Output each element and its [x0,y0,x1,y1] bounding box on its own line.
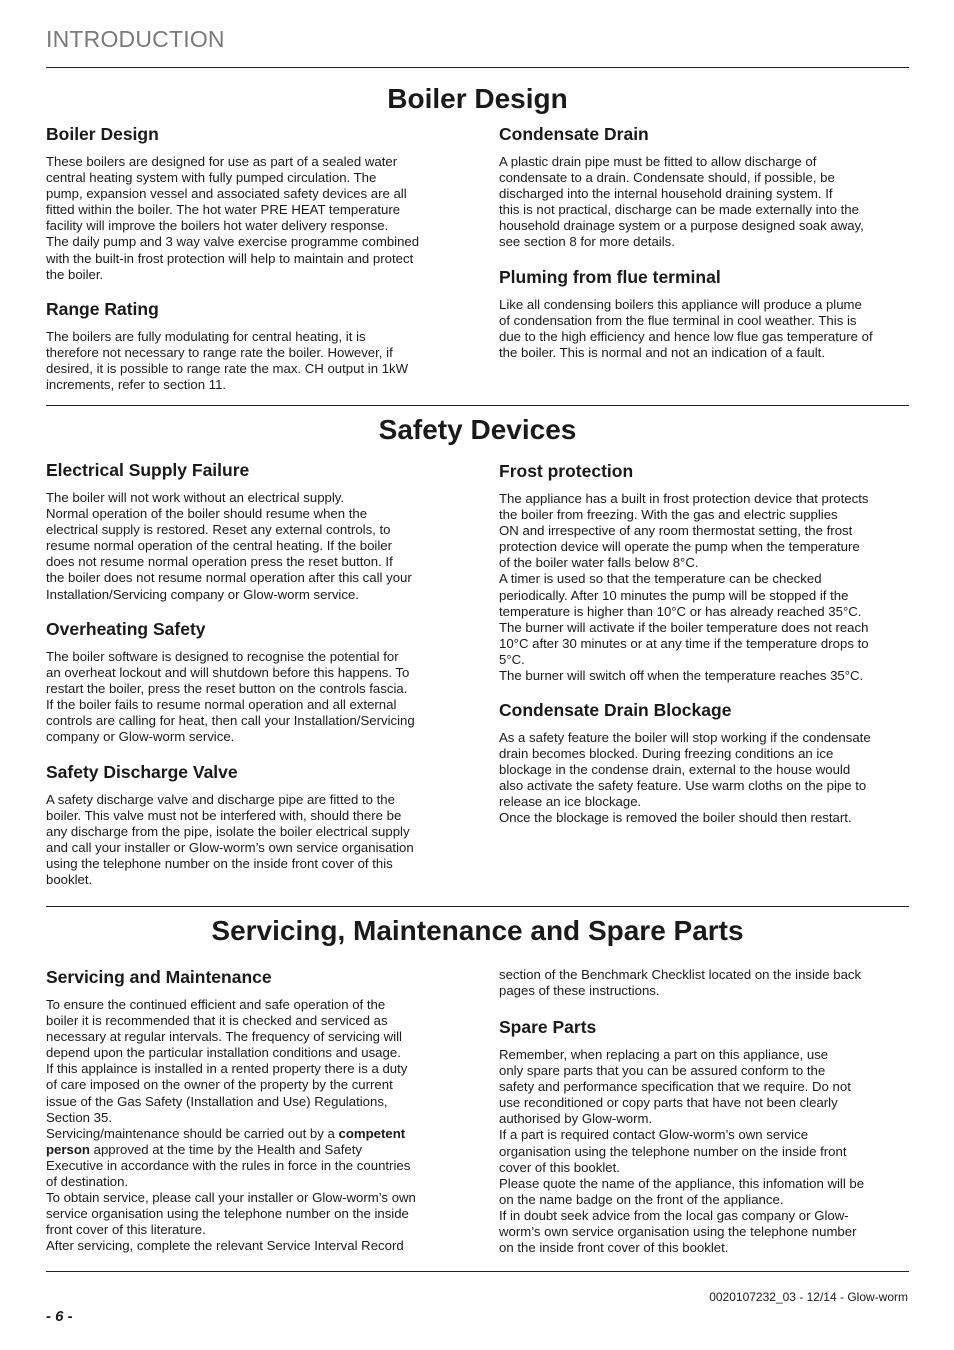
subsection-heading: Electrical Supply Failure [46,460,250,480]
section-title-boiler-design: Boiler Design [387,83,568,114]
subsection-heading: Condensate Drain [499,124,649,144]
subsection-servicing-continued [499,967,911,999]
section-rule [46,906,909,907]
subsection-body: The boilers are fully modulating for central heating, it is therefore not necessary to range rate the boiler. However, if desired, it is possible to range rate the max. CH output in 1kW increments, refer to section 11. [46,329,409,393]
subsection-body: As a safety feature the boiler will stop working if the condensate drain becomes blocked. During freezing conditions an ice blockage in the condense drain, external to the house would also activate the safety feature. Use warm cloths on the pipe to release an ice blockage. Once the blockage is removed the boiler should then restart. [499,730,871,826]
subsection-heading: Condensate Drain Blockage [499,700,732,720]
body-text: To ensure the continued efficient and safe operation of the boiler it is recommended that it is checked and serviced as necessary at regular intervals. The frequency of servicing will depend upon the particular installation conditions and usage. If this applaince is installed in a rented property there is a duty of care imposed on the owner of the property by the current issue of the Gas Safety (Installation and Use) Regulations, Section 35. Servicing/maintenance should be carried out by a [46,997,408,1141]
subsection-condensate-drain-blockage [499,700,911,827]
subsection-body: section of the Benchmark Checklist located on the inside back pages of these instructions. [499,967,862,999]
subsection-body: A safety discharge valve and discharge pipe are fitted to the boiler. This valve must not be interfered with, should there be any discharge from the pipe, isolate the boiler electrical supply and call your installer or Glow-worm’s own service organisation using the telephone number on the inside front cover of this booklet. [46,792,414,888]
section-title-safety-devices: Safety Devices [378,414,577,445]
subsection-heading: Range Rating [46,299,159,319]
subsection-body: Remember, when replacing a part on this appliance, use only spare parts that you can be assured conform to the safety and performance specification that we require. Do not use reconditioned or copy parts that have not been clearly authorised by Glow-worm. If a part is required contact Glow-worm’s own service organisation using the telephone number on the inside front cover of this booklet. Please quote the name of the appliance, this infomation will be on the name badge on the front of the appliance. If in doubt seek advice from the local gas company or Glow- worm’s own service organisation using the telephone number on the inside front cover of this booklet. [499,1047,865,1256]
subsection-electrical-supply-failure [46,460,458,603]
section-rule [46,405,909,406]
subsection-body: A plastic drain pipe must be fitted to allow discharge of condensate to a drain. Condensate should, if possible, be discharged into the internal household draining system. If this is not practical, discharge can be made externally into the household drainage system or a purpose designed soak away, see section 8 for more details. [499,154,864,250]
document-reference: 0020107232_03 - 12/14 - Glow-worm [709,1290,908,1304]
subsection-condensate-drain [499,124,911,251]
subsection-spare-parts [499,1017,911,1256]
subsection-heading: Overheating Safety [46,619,206,639]
subsection-heading: Frost protection [499,461,634,481]
subsection-heading: Spare Parts [499,1017,597,1037]
subsection-body: The boiler software is designed to recognise the potential for an overheat lockout and will shutdown before this happens. To restart the boiler, press the reset button on the controls fascia. If the boiler fails to resume normal operation and all external controls are calling for heat, then call your Installation/Servicing company or Glow-worm service. [46,649,415,745]
subsection-body: The appliance has a built in frost protection device that protects the boiler from freezing. With the gas and electric supplies ON and irrespective of any room thermostat setting, the frost protection device will operate the pump when the temperature of the boiler water falls below 8°C. A timer is used so that the temperature can be checked periodically. After 10 minutes the pump will be stopped if the temperature is higher than 10°C or has already reached 35°C. The burner will activate if the boiler temperature does not reach 10°C after 30 minutes or at any time if the temperature drops to 5°C. The burner will switch off when the temperature reaches 35°C. [499,491,869,684]
subsection-boiler-design [46,124,458,283]
subsection-body: These boilers are designed for use as part of a sealed water central heating system with fully pumped circulation. The pump, expansion vessel and associated safety devices are all fitted within the boiler. The hot water PRE HEAT temperature facility will improve the boilers hot water delivery response. The daily pump and 3 way valve exercise programme combined with the built-in frost protection will help to maintain and protect the boiler. [46,154,420,282]
page-number: - 6 - [46,1308,73,1325]
subsection-overheating-safety [46,619,458,746]
body-text: approved at the time by the Health and Safety Executive in accordance with the rules in force in the countries of destination. To obtain service, please call your installer or Glow-worm’s own service organisation using the telephone number on the inside front cover of this literature. After servicing, complete the relevant Service Interval Record [46,1141,416,1254]
subsection-heading: Pluming from flue terminal [499,267,721,287]
header-section-label: INTRODUCTION [46,26,225,52]
subsection-frost-protection [499,461,911,684]
subsection-body: Like all condensing boilers this appliance will produce a plume of condensation from the flue terminal in cool weather. This is due to the high efficiency and hence low flue gas temperature of the boiler. This is normal and not an indication of a fault. [499,297,873,361]
subsection-heading: Boiler Design [46,124,159,144]
subsection-pluming [499,267,911,361]
subsection-safety-discharge-valve [46,762,458,889]
subsection-range-rating [46,299,458,393]
body-text-bold: competent person [46,1125,406,1157]
subsection-body [46,997,458,1255]
footer-rule [46,1271,909,1272]
subsection-body: The boiler will not work without an electrical supply. Normal operation of the boiler should resume when the electrical supply is restored. Reset any external controls, to resume normal operation of the central heating. If the boiler does not resume normal operation press the reset button. If the boiler does not resume normal operation after this call your Installation/Servicing company or Glow-worm service. [46,490,412,602]
subsection-heading: Safety Discharge Valve [46,762,238,782]
subsection-heading: Servicing and Maintenance [46,967,272,987]
subsection-servicing-and-maintenance [46,967,458,1255]
section-title-servicing: Servicing, Maintenance and Spare Parts [211,915,744,946]
header-rule [46,67,909,68]
